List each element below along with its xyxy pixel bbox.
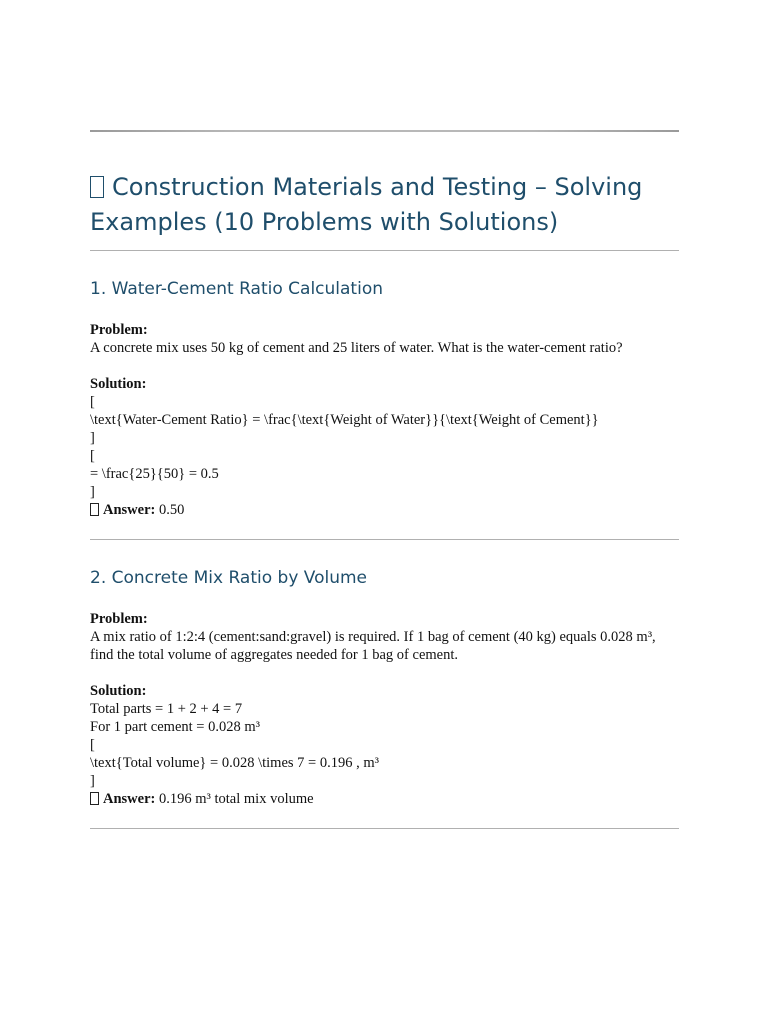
document-title [90,170,679,240]
section-1-solution-line: ] [90,484,95,500]
top-rule [90,130,679,132]
section-1-divider [90,539,679,540]
section-2-problem-text: A mix ratio of 1:2:4 (cement:sand:gravel) is required. If 1 bag of cement (40 kg) equals 0.028 m³, find the total volume of aggregates needed for 1 bag of cement. [90,629,656,663]
section-2-divider [90,828,679,829]
section-2-problem-label: Problem: [90,611,148,627]
section-2-solution-label: Solution: [90,683,147,699]
section-1-heading: 1. Water-Cement Ratio Calculation [90,279,384,299]
section-1-answer-label: Answer: [103,502,156,518]
section-1-solution-line: = \frac{25}{50} = 0.5 [90,466,219,482]
section-2-solution-line: ] [90,773,95,789]
section-1-solution-line: \text{Water-Cement Ratio} = \frac{\text{Weight of Water}}{\text{Weight of Cement}} [90,412,599,428]
section-1-answer-text: 0.50 [158,502,185,518]
section-1-solution-line: [ [90,448,95,464]
section-1-problem-text: A concrete mix uses 50 kg of cement and 25 liters of water. What is the water-cement ratio? [90,340,623,356]
document-title-text: Construction Materials and Testing – Solving Examples (10 Problems with Solutions) [90,173,643,236]
section-1-solution-label: Solution: [90,376,147,392]
section-2-solution-line: \text{Total volume} = 0.028 \times 7 = 0.196 , m³ [90,755,379,771]
section-1-solution-line: [ [90,394,95,410]
missing-glyph-icon [90,792,99,805]
section-2-answer-text: 0.196 m³ total mix volume [158,791,314,807]
section-2-solution-line: [ [90,737,95,753]
section-2-answer-label: Answer: [103,791,156,807]
title-divider [90,250,679,251]
section-2-solution-line: Total parts = 1 + 2 + 4 = 7 [90,701,243,717]
section-1-solution-line: ] [90,430,95,446]
section-2-heading: 2. Concrete Mix Ratio by Volume [90,568,368,588]
section-1-problem-label: Problem: [90,322,148,338]
section-2-solution-line: For 1 part cement = 0.028 m³ [90,719,260,735]
missing-glyph-icon [90,503,99,516]
section-1-answer [90,501,679,519]
section-2-answer [90,790,679,808]
missing-glyph-icon [90,176,104,198]
